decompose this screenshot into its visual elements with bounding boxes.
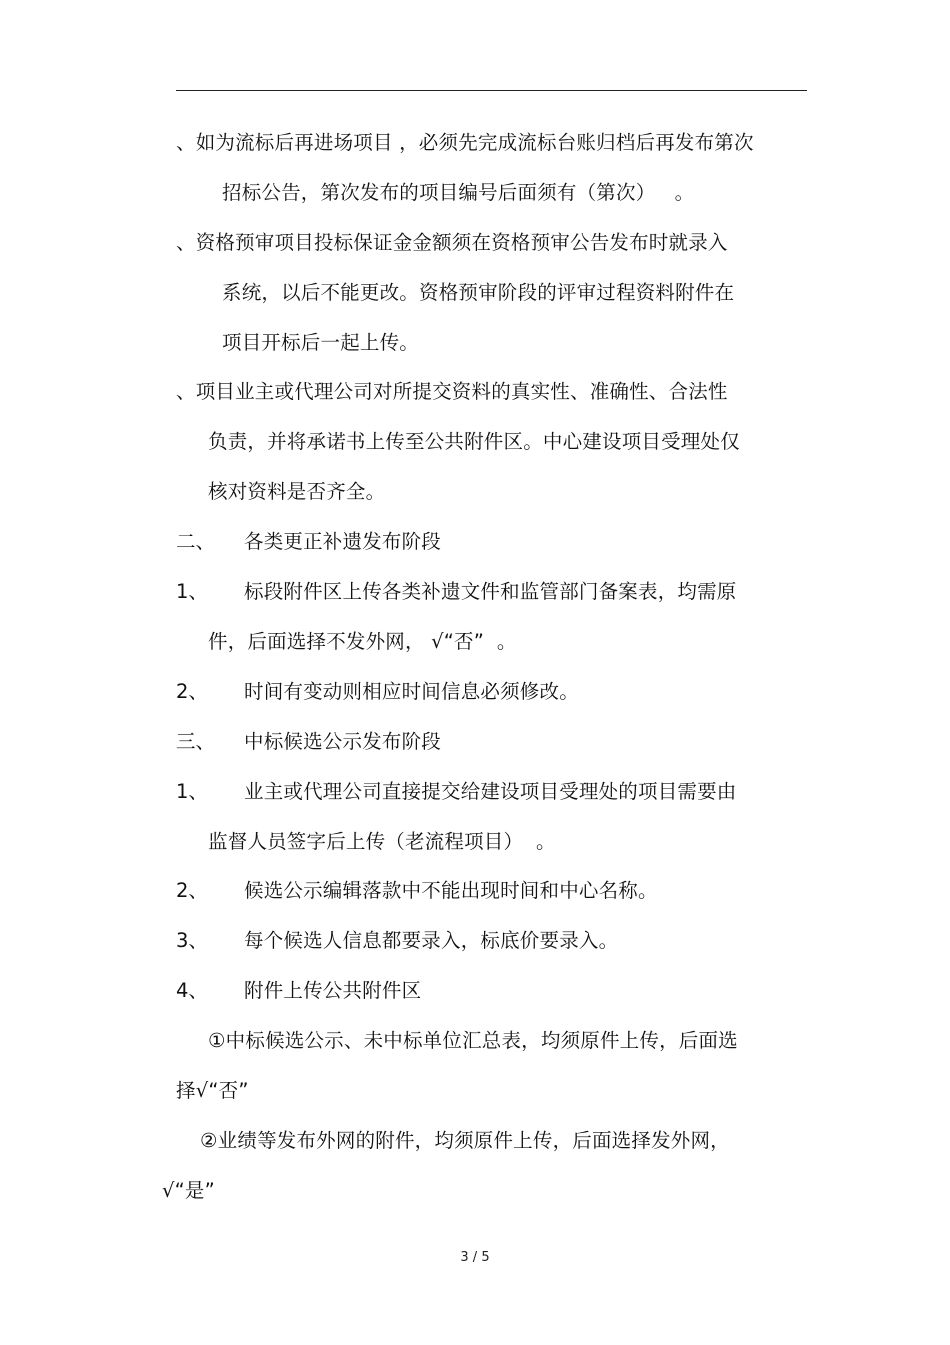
text-line: 件，后面选择不发外网， √“否” 。	[208, 630, 517, 653]
text-line: 负责，并将承诺书上传至公共附件区。中心建设项目受理处仅	[208, 430, 740, 453]
item-marker: 1、	[176, 780, 208, 803]
item-marker: 3、	[176, 929, 208, 952]
item-marker: 1、	[176, 580, 208, 603]
text-line: 时间有变动则相应时间信息必须修改。	[244, 680, 579, 703]
text-line: 每个候选人信息都要录入，标底价要录入。	[244, 929, 619, 952]
text-line: 、项目业主或代理公司对所提交资料的真实性、准确性、合法性	[176, 380, 728, 403]
text-line: ②业绩等发布外网的附件，均须原件上传，后面选择发外网，	[200, 1129, 730, 1152]
item-marker: 2、	[176, 879, 208, 902]
section-heading: 中标候选公示发布阶段	[244, 730, 442, 753]
text-line: 监督人员签字后上传（老流程项目） 。	[208, 830, 556, 853]
text-line: 业主或代理公司直接提交给建设项目受理处的项目需要由	[244, 780, 737, 803]
item-marker: 4、	[176, 979, 208, 1002]
text-line: 附件上传公共附件区	[244, 979, 422, 1002]
text-line: 系统，以后不能更改。资格预审阶段的评审过程资料附件在	[222, 281, 735, 304]
section-marker: 二、	[176, 530, 216, 553]
text-line: 择√“否”	[176, 1079, 249, 1102]
text-line: 候选公示编辑落款中不能出现时间和中心名称。	[244, 879, 658, 902]
header-rule	[176, 90, 807, 91]
section-heading: 各类更正补遗发布阶段	[244, 530, 442, 553]
text-line: 核对资料是否齐全。	[208, 480, 386, 503]
page-number: 3 / 5	[460, 1250, 490, 1265]
text-line: 、资格预审项目投标保证金金额须在资格预审公告发布时就录入	[176, 231, 728, 254]
text-line: ①中标候选公示、未中标单位汇总表，均须原件上传，后面选	[208, 1029, 738, 1052]
text-line: 项目开标后一起上传。	[222, 331, 420, 354]
text-line: 、如为流标后再进场项目 ，必须先完成流标台账归档后再发布第次	[176, 131, 754, 154]
text-line: 标段附件区上传各类补遗文件和监管部门备案表，均需原	[244, 580, 737, 603]
text-line: 招标公告，第次发布的项目编号后面须有（第次） 。	[222, 181, 695, 204]
text-line: √“是”	[162, 1179, 215, 1202]
section-marker: 三、	[176, 730, 216, 753]
item-marker: 2、	[176, 680, 208, 703]
